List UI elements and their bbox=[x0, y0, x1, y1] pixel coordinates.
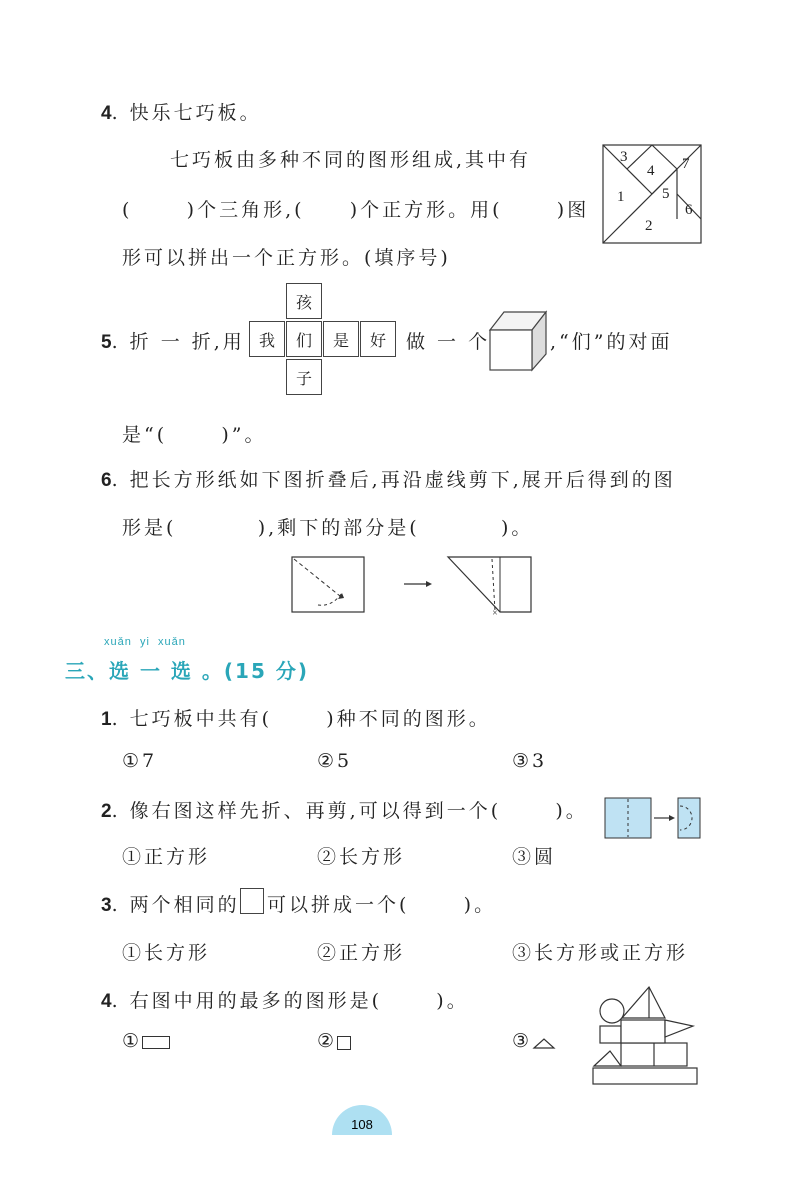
s3q4-option-1-label: ① bbox=[122, 1030, 143, 1052]
q5-number: 5 bbox=[101, 332, 112, 353]
s3q4-option-3 bbox=[512, 1030, 556, 1052]
net-cell: 好 bbox=[360, 321, 396, 357]
fold-line bbox=[294, 559, 340, 596]
s3q4-option-2-label: ② bbox=[317, 1030, 338, 1052]
s3q1-number: 1 bbox=[101, 709, 112, 730]
net-cell: 子 bbox=[286, 359, 322, 395]
s3q1-text bbox=[101, 704, 491, 731]
page-number: 108 bbox=[351, 1117, 373, 1132]
s3q2-text bbox=[101, 796, 588, 823]
s3q4-number: 4 bbox=[101, 991, 112, 1012]
net-cell: 是 bbox=[323, 321, 359, 357]
q6-line2: 形是( ),剩下的部分是( )。 bbox=[122, 517, 534, 539]
rectangle-icon bbox=[142, 1036, 170, 1049]
q4-heading bbox=[101, 98, 262, 125]
composition-shape bbox=[593, 1068, 697, 1084]
s3q4-stem: . 右图中用的最多的图形是( )。 bbox=[111, 990, 469, 1012]
s3q1-option-1: ①7 bbox=[122, 750, 158, 772]
s3q4-option-2 bbox=[317, 1030, 351, 1052]
composition-shape bbox=[622, 987, 665, 1018]
page-number-badge bbox=[330, 1103, 394, 1137]
s3q1-stem: . 七巧板中共有( )种不同的图形。 bbox=[111, 708, 491, 730]
tangram-label: 1 bbox=[617, 189, 625, 205]
q4-line2: ( )个三角形,( )个正方形。用( )图 bbox=[122, 199, 590, 221]
q5-text-before bbox=[101, 327, 245, 354]
tangram-edge bbox=[603, 169, 677, 243]
s3q3-number: 3 bbox=[101, 895, 112, 916]
s3q1-option-2: ②5 bbox=[317, 750, 353, 772]
q5-text-after: ,“们”的对面 bbox=[550, 331, 673, 353]
folded-shape bbox=[448, 557, 531, 612]
arrow-head bbox=[426, 581, 432, 587]
cube-net bbox=[249, 283, 399, 396]
composition-shape bbox=[594, 1051, 621, 1066]
square-icon bbox=[337, 1036, 351, 1050]
q6-line1 bbox=[101, 465, 676, 492]
s3q4-option-1 bbox=[122, 1030, 170, 1052]
composition-shape bbox=[600, 1026, 621, 1043]
triangle-icon bbox=[532, 1036, 556, 1050]
s3q2-number: 2 bbox=[101, 801, 112, 822]
folded-paper bbox=[678, 798, 700, 838]
q4-number: 4 bbox=[101, 103, 112, 124]
q5-prefix: . 折 一 折,用 bbox=[111, 331, 245, 353]
tangram-label: 5 bbox=[662, 186, 670, 202]
arrow-head bbox=[338, 593, 344, 599]
net-cell: 我 bbox=[249, 321, 285, 357]
section3-pinyin: xuǎn yi xuǎn bbox=[104, 636, 186, 648]
s3q4-option-3-label: ③ bbox=[512, 1030, 533, 1052]
tangram-label: 3 bbox=[620, 149, 628, 165]
section3-title: 三、选 一 选 。(15 分) bbox=[65, 659, 309, 683]
scissors-mark: × bbox=[492, 608, 498, 617]
s3q2-option-3: ③圆 bbox=[512, 846, 557, 868]
s3q2-option-1: ①正方形 bbox=[122, 846, 211, 868]
q5-text-mid: 做 一 个 bbox=[406, 331, 491, 353]
composition-shape bbox=[621, 1020, 665, 1043]
s3q2-stem: . 像右图这样先折、再剪,可以得到一个( )。 bbox=[111, 800, 588, 822]
cube-icon bbox=[488, 306, 550, 372]
composition-shape bbox=[600, 999, 624, 1023]
net-cell: 们 bbox=[286, 321, 322, 357]
paper-rect bbox=[292, 557, 364, 612]
s3q3-option-1: ①长方形 bbox=[122, 942, 211, 964]
s3q4-text bbox=[101, 986, 469, 1013]
q4-title: . 快乐七巧板。 bbox=[111, 102, 262, 124]
arrow-head bbox=[669, 815, 675, 821]
q6-text: . 把长方形纸如下图折叠后,再沿虚线剪下,展开后得到的图 bbox=[111, 469, 676, 491]
s3q3-stem-after: 可以拼成一个( )。 bbox=[267, 894, 497, 916]
q6-number: 6 bbox=[101, 470, 112, 491]
tangram-label: 6 bbox=[685, 202, 693, 218]
q4-line1: 七巧板由多种不同的图形组成,其中有 bbox=[170, 149, 532, 171]
tangram-edge bbox=[652, 145, 677, 169]
s3q1-option-3: ③3 bbox=[512, 750, 548, 772]
tangram-label: 4 bbox=[647, 163, 655, 179]
net-cell: 孩 bbox=[286, 283, 322, 319]
s3q3-option-2: ②正方形 bbox=[317, 942, 406, 964]
fold-cut-diagram bbox=[288, 553, 538, 617]
composition-shape bbox=[665, 1020, 693, 1037]
tangram-figure bbox=[602, 144, 702, 244]
s3q2-option-2: ②长方形 bbox=[317, 846, 406, 868]
tangram-label: 2 bbox=[645, 218, 653, 234]
s3q3-option-3: ③长方形或正方形 bbox=[512, 942, 689, 964]
rectangle-shape bbox=[240, 888, 264, 914]
q4-line3: 形可以拼出一个正方形。(填序号) bbox=[122, 247, 451, 269]
tangram-label: 7 bbox=[682, 156, 690, 172]
shape-composition-figure bbox=[590, 985, 702, 1087]
s3q3-text bbox=[101, 890, 240, 917]
s3q3-stem-before: . 两个相同的 bbox=[111, 894, 240, 916]
q5-line2: 是“( )”。 bbox=[122, 424, 267, 446]
fold-cut-circle-figure bbox=[603, 796, 703, 840]
